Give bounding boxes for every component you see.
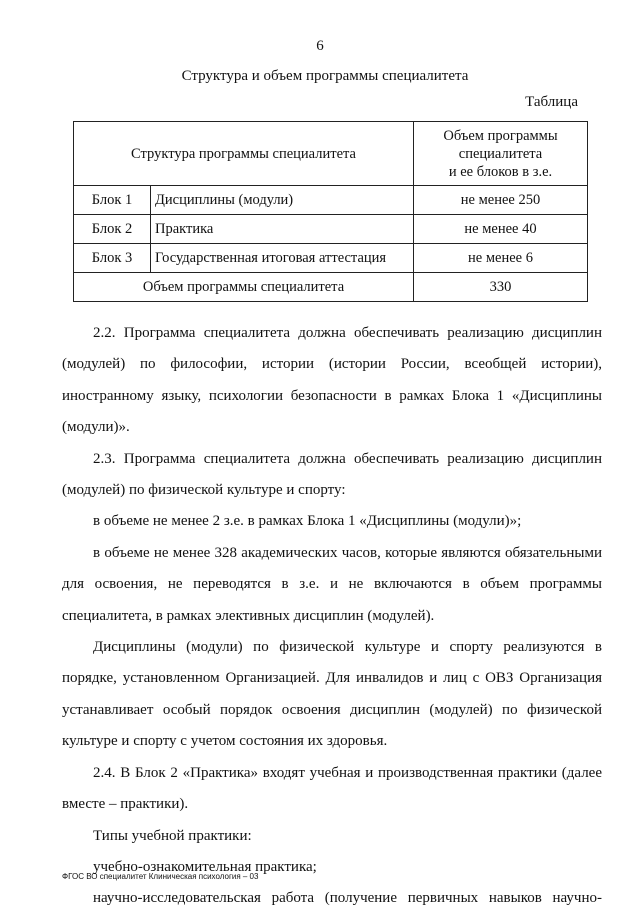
paragraph: научно-исследовательская работа (получение первичных навыков научно- [93, 890, 602, 907]
program-structure-table [73, 121, 588, 302]
paragraph: Типы учебной практики: [93, 827, 252, 844]
table-row [74, 244, 588, 273]
total-label-cell: Объем программы специалитета [74, 273, 414, 302]
block-cell: Блок 3 [74, 244, 151, 273]
header-volume-line: и ее блоков в з.е. [448, 163, 553, 180]
block-volume-cell: не менее 250 [414, 186, 588, 215]
table-row [74, 186, 588, 215]
header-volume-line: специалитета [458, 145, 543, 162]
block-name-cell: Практика [151, 215, 414, 244]
header-volume-line: Объем программы [443, 127, 558, 144]
block-cell: Блок 2 [74, 215, 151, 244]
paragraph: в объеме не менее 328 академических часов, которые являются обязательными для освоения, не переводятся в з.е. и не включаются в объем программы специалитета, в рамках элективных дисциплин (модулей). [62, 544, 602, 624]
table-caption: Таблица [525, 94, 578, 110]
document-title: Структура и объем программы специалитета [181, 68, 469, 84]
block-volume-cell: не менее 6 [414, 244, 588, 273]
page-number: 6 [316, 38, 324, 54]
page-footer: ФГОС ВО специалитет Клиническая психология – 03 [62, 872, 259, 881]
header-structure-cell: Структура программы специалитета [74, 122, 414, 186]
paragraph: Дисциплины (модули) по физической культуре и спорту реализуются в порядке, установленном Организацией. Для инвалидов и лиц с ОВЗ Организация устанавливает особый порядок освоения дисциплин (модулей) по физической культуре и спорту с учетом состояния их здоровья. [62, 639, 602, 750]
body-text [62, 318, 602, 915]
table-header-row [74, 122, 588, 186]
header-volume-cell [414, 122, 588, 186]
total-volume-cell: 330 [414, 273, 588, 302]
block-name-cell: Дисциплины (модули) [151, 186, 414, 215]
table-row [74, 215, 588, 244]
paragraph: 2.4. В Блок 2 «Практика» входят учебная и производственная практики (далее вместе – практики). [62, 764, 602, 813]
paragraph: учебно-ознакомительная практика; [93, 858, 317, 875]
block-volume-cell: не менее 40 [414, 215, 588, 244]
paragraph: 2.2. Программа специалитета должна обеспечивать реализацию дисциплин (модулей) по философии, истории (истории России, всеобщей истории), иностранному языку, психологии безопасности в рамках Блока 1 «Дисциплины (модули)». [62, 325, 602, 436]
paragraph: в объеме не менее 2 з.е. в рамках Блока 1 «Дисциплины (модули)»; [93, 513, 522, 530]
paragraph: 2.3. Программа специалитета должна обеспечивать реализацию дисциплин (модулей) по физической культуре и спорту: [62, 450, 602, 499]
table-total-row [74, 273, 588, 302]
block-cell: Блок 1 [74, 186, 151, 215]
block-name-cell: Государственная итоговая аттестация [151, 244, 414, 273]
